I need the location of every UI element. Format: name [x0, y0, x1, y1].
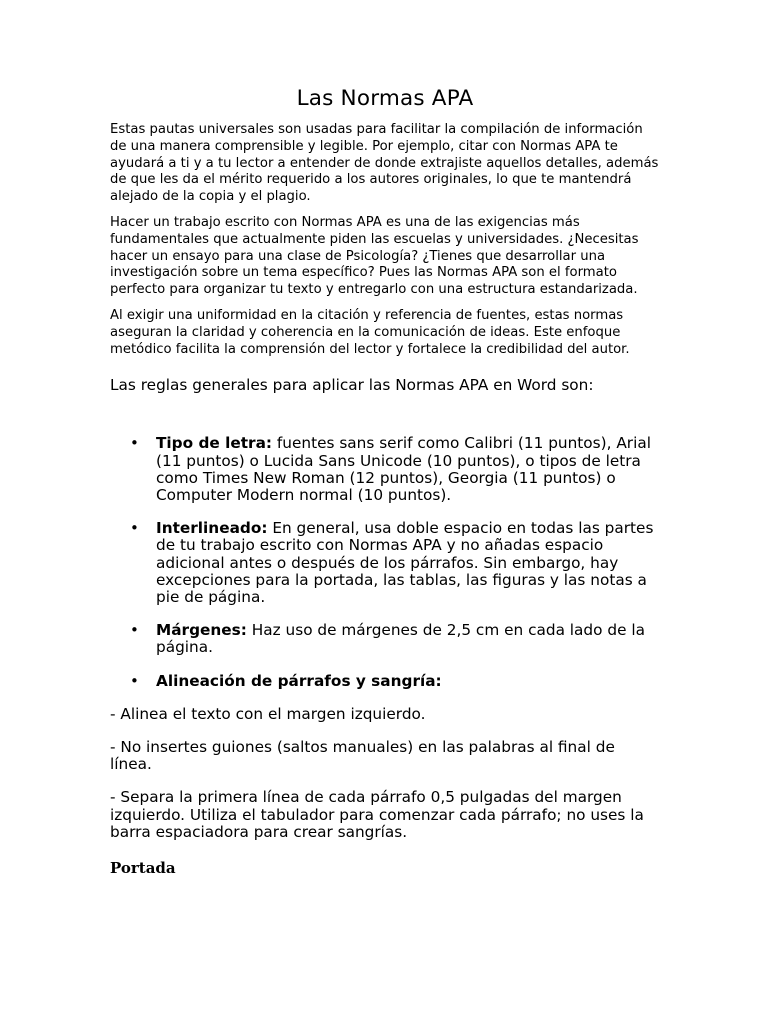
rule-line-spacing [110, 520, 660, 606]
alignment-note-1: - Alinea el texto con el margen izquierdo. [110, 704, 426, 723]
intro-paragraph-3: Al exigir una uniformidad en la citación y referencia de fuentes, estas normas aseguran la claridad y coherencia en la comunicación de ideas. Este enfoque metódico facilita la comprensión del lector y fortalece la credibilidad del autor. [110, 307, 630, 357]
rule-label: Tipo de letra: [156, 434, 273, 453]
rule-text: En general, usa doble espacio en todas las partes de tu trabajo escrito con Normas APA y no añadas espacio adicional antes o después de los párrafos. Sin embargo, hay excepciones para la portada, las tablas, las figuras y las notas a pie de página. [156, 519, 654, 606]
rule-label: Márgenes: [156, 621, 247, 640]
intro-paragraph-1: Estas pautas universales son usadas para facilitar la compilación de información de una manera comprensible y legible. Por ejemplo, citar con Normas APA te ayudará a ti y a tu lector a entender de donde extrajiste aquellos detalles, además de que les da el mérito requerido a los autores originales, lo que te mantendrá alejado de la copia y el plagio. [110, 122, 659, 205]
bullet-icon: • [130, 519, 139, 538]
section-heading-portada: Portada [110, 859, 176, 878]
rule-margins [110, 622, 660, 656]
document-title: Las Normas APA [296, 86, 474, 111]
bullet-icon: • [130, 621, 139, 640]
rules-intro: Las reglas generales para aplicar las Normas APA en Word son: [110, 376, 594, 395]
alignment-note-3: - Separa la primera línea de cada párrafo 0,5 pulgadas del margen izquierdo. Utiliza el tabulador para comenzar cada párrafo; no uses la barra espaciadora para crear sangrías. [110, 788, 644, 841]
rules-list [110, 435, 660, 689]
document-page [110, 86, 660, 877]
rule-text: fuentes sans serif como Calibri (11 puntos), Arial (11 puntos) o Lucida Sans Unicode (10 puntos), o tipos de letra como Times New Roman (12 puntos), Georgia (11 puntos) o Computer Modern normal (10 puntos). [156, 434, 651, 504]
rule-label: Alineación de párrafos y sangría: [156, 671, 442, 690]
rule-font-type [110, 435, 660, 504]
alignment-note-2: - No insertes guiones (saltos manuales) en las palabras al final de línea. [110, 738, 615, 774]
intro-paragraph-2: Hacer un trabajo escrito con Normas APA es una de las exigencias más fundamentales que actualmente piden las escuelas y universidades. ¿Necesitas hacer un ensayo para una clase de Psicología? ¿Tienes que desarrollar una investigación sobre un tema específico? Pues las Normas APA son el formato perfecto para organizar tu texto y entregarlo con una estructura estandarizada. [110, 214, 639, 298]
rule-text: Haz uso de márgenes de 2,5 cm en cada lado de la página. [156, 621, 645, 657]
bullet-icon: • [130, 434, 139, 453]
rule-alignment-indent [110, 673, 660, 690]
rule-label: Interlineado: [156, 519, 268, 538]
bullet-icon: • [130, 671, 139, 690]
